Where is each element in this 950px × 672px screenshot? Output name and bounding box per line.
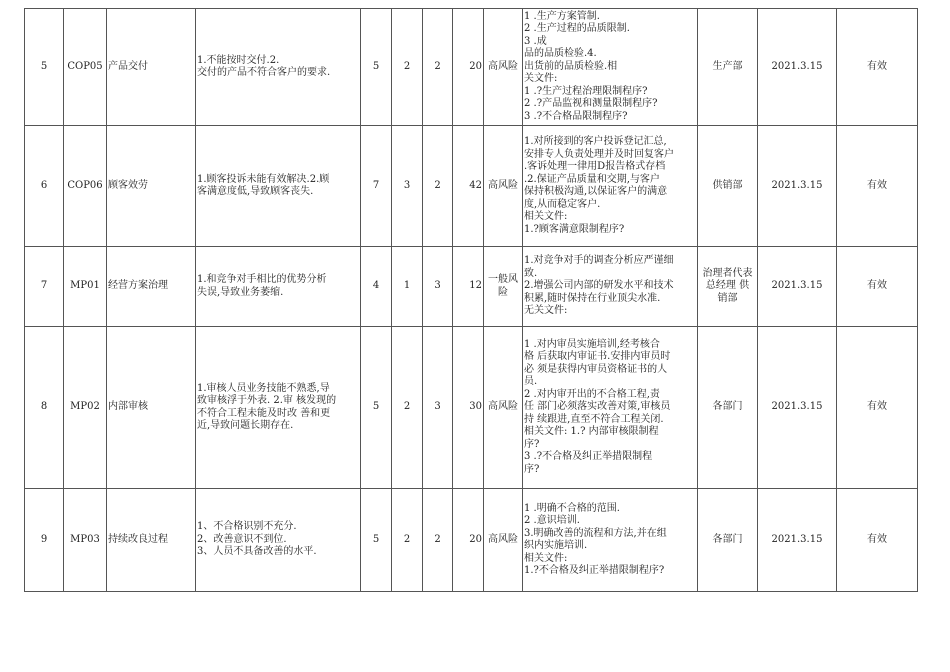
measures-line: 3 .?不合格及纠正举措限制程 [524, 451, 653, 463]
date-cell [758, 9, 837, 126]
measures-line: 相关文件: [524, 552, 568, 564]
responsible-dept-cell [698, 489, 758, 592]
process-name-cell [107, 126, 196, 247]
severity-text: 7 [372, 179, 380, 191]
measures-line: 1.对竞争对手的调查分析应严谨细 [524, 255, 674, 267]
rpn-text: 20 [469, 60, 482, 72]
measures-line: 相关文件: [524, 211, 568, 222]
measures-line: 3.明确改善的流程和方法,并在组 [524, 527, 667, 539]
severity-cell [361, 126, 392, 247]
measures-line: 持 续跟进,直至不符合工程关闭. [524, 413, 664, 425]
risk-line: 1.和竞争对手相比的优势分析 [197, 274, 327, 285]
row-number-cell [25, 9, 64, 126]
severity-cell [361, 489, 392, 592]
measures-line: 2.增强公司内部的研发水平和技术 [524, 280, 674, 292]
responsible-dept-cell [698, 9, 758, 126]
status-cell [837, 489, 918, 592]
measures-line: .2.保证产品质量和交期,与客户 [524, 173, 660, 185]
row-number-text: 5 [40, 60, 48, 72]
measures-line: 织内实施培训. [524, 540, 588, 551]
row-number-text: 8 [40, 401, 48, 413]
row-number-cell [25, 327, 64, 489]
measures-line: 任 部门必须落实改善对策,审核员 [524, 401, 671, 413]
occurrence-text: 3 [403, 179, 411, 191]
dept-line: 各部门 [712, 533, 743, 545]
risk-level-cell [484, 489, 523, 592]
status-text: 有效 [867, 401, 887, 413]
responsible-dept-cell [698, 126, 758, 247]
status-text: 有效 [867, 60, 887, 72]
risk-level-text: 高风险 [488, 401, 518, 413]
risk-level-cell [484, 247, 523, 327]
measures-line: 员. [524, 376, 538, 388]
process-name-cell [107, 489, 196, 592]
row-number-text: 7 [40, 280, 48, 292]
severity-cell [361, 9, 392, 126]
rpn-text: 12 [469, 280, 482, 292]
table-row [25, 9, 918, 126]
risk-line: 致审核浮于外表. 2.审 核发现的 [197, 395, 337, 406]
risk-description-cell [196, 9, 361, 126]
risk-description-cell [196, 247, 361, 327]
detection-cell [423, 126, 453, 247]
rpn-text: 30 [469, 401, 482, 413]
process-name-text: 经营方案治理 [108, 280, 168, 292]
severity-text: 5 [372, 401, 380, 413]
measures-line: 序? [524, 438, 540, 450]
occurrence-cell [392, 327, 423, 489]
rpn-text: 42 [469, 179, 482, 191]
measures-line: 3 .?不合格品限制程序? [524, 110, 628, 122]
table-row [25, 247, 918, 327]
measures-line: 关文件: [524, 73, 558, 85]
severity-cell [361, 247, 392, 327]
process-code-cell [64, 489, 107, 592]
responsible-dept-cell [698, 247, 758, 327]
status-text: 有效 [867, 179, 887, 191]
risk-level-text: 高风险 [488, 533, 518, 545]
date-cell [758, 126, 837, 247]
measures-line: 2 .对内审开出的不合格工程,责 [524, 388, 660, 400]
table-body [25, 9, 918, 592]
occurrence-cell [392, 489, 423, 592]
detection-cell [423, 247, 453, 327]
measures-line: 1 .对内审员实施培训,经考核合 [524, 338, 660, 350]
rpn-cell [453, 247, 484, 327]
process-code-text: COP05 [67, 60, 103, 72]
row-number-text: 6 [40, 179, 48, 191]
responsible-dept-cell [698, 327, 758, 489]
risk-line: 1.顾客投诉未能有效解决.2.顾 [197, 173, 330, 185]
dept-line: 总经理 供 [705, 280, 750, 292]
severity-text: 5 [372, 60, 380, 72]
rpn-cell [453, 9, 484, 126]
risk-line: 交付的产品不符合客户的要求. [197, 67, 331, 78]
measures-line: 必 须是获得内审员资格证书的人 [524, 363, 668, 375]
date-text: 2021.3.15 [771, 179, 823, 191]
occurrence-cell [392, 126, 423, 247]
process-name-cell [107, 327, 196, 489]
risk-level-cell [484, 9, 523, 126]
control-measures-cell [523, 327, 698, 489]
risk-line: 近,导致问题长期存在. [197, 420, 294, 431]
measures-line: 无关文件: [524, 305, 568, 317]
detection-text: 2 [434, 533, 441, 545]
risk-line: 客满意度低,导致顾客丧失. [197, 186, 314, 197]
risk-line: 1.审核人员业务技能不熟悉,导 [197, 382, 330, 394]
dept-line: 供销部 [712, 179, 743, 191]
risk-assessment-table [24, 8, 918, 592]
control-measures-cell [523, 9, 698, 126]
table-row [25, 327, 918, 489]
measures-line: 3 .成 [524, 35, 547, 47]
table-row [25, 126, 918, 247]
risk-line: 失误,导致业务萎缩. [197, 286, 284, 298]
process-name-text: 顾客效劳 [108, 179, 148, 191]
measures-line: 2 .?产品监视和测量限制程序? [524, 98, 658, 110]
control-measures-cell [523, 126, 698, 247]
risk-line: 1、不合格识别不充分. [197, 521, 297, 533]
severity-text: 4 [372, 280, 380, 292]
occurrence-cell [392, 9, 423, 126]
detection-text: 3 [434, 401, 441, 413]
date-text: 2021.3.15 [771, 60, 823, 72]
process-code-text: MP01 [70, 280, 100, 292]
dept-line: 销部 [717, 292, 738, 304]
process-code-text: COP06 [67, 179, 103, 191]
process-code-text: MP03 [70, 533, 100, 545]
date-text: 2021.3.15 [771, 401, 823, 413]
occurrence-cell [392, 247, 423, 327]
risk-line: 不符合工程未能及时改 善和更 [197, 407, 331, 419]
date-text: 2021.3.15 [771, 280, 823, 292]
risk-level-text: 一般风险 [488, 274, 518, 298]
process-code-cell [64, 327, 107, 489]
dept-line: 治理者代表 [702, 267, 753, 279]
date-cell [758, 247, 837, 327]
measures-line: 2 .意识培训. [524, 515, 580, 526]
measures-line: 1 .?生产过程治理限制程序? [524, 85, 648, 97]
process-code-cell [64, 247, 107, 327]
date-text: 2021.3.15 [771, 533, 823, 545]
process-code-cell [64, 9, 107, 126]
risk-line: 3、人员不具备改善的水平. [197, 546, 317, 558]
measures-line: 致. [524, 267, 538, 279]
measures-line: .客诉处理一律用D报告格式存档 [524, 161, 666, 172]
risk-description-cell [196, 327, 361, 489]
control-measures-cell [523, 489, 698, 592]
risk-level-cell [484, 126, 523, 247]
measures-line: 出货前的品质检验.相 [524, 60, 618, 72]
process-code-cell [64, 126, 107, 247]
status-cell [837, 126, 918, 247]
rpn-cell [453, 489, 484, 592]
detection-cell [423, 489, 453, 592]
measures-line: 积累,随时保持在行业顶尖水准. [524, 292, 661, 304]
row-number-text: 9 [40, 533, 48, 545]
measures-line: 1 .明确不合格的范围. [524, 502, 620, 514]
occurrence-text: 2 [403, 401, 411, 413]
measures-line: 品的品质检验.4. [524, 48, 597, 60]
measures-line: 保持积极沟通,以保证客户的满意 [524, 186, 668, 197]
process-code-text: MP02 [70, 401, 100, 413]
occurrence-text: 1 [403, 280, 411, 292]
row-number-cell [25, 126, 64, 247]
measures-line: 2 .生产过程的品质限制. [524, 23, 630, 35]
measures-line: 1.?顾客满意限制程序? [524, 223, 625, 235]
detection-cell [423, 9, 453, 126]
row-number-cell [25, 247, 64, 327]
risk-line: 1.不能按时交付.2. [197, 54, 280, 66]
status-cell [837, 9, 918, 126]
risk-level-cell [484, 327, 523, 489]
measures-line: 安排专人负责处理并及时回复客户 [524, 148, 674, 160]
row-number-cell [25, 489, 64, 592]
risk-description-cell [196, 126, 361, 247]
occurrence-text: 2 [403, 60, 411, 72]
risk-level-text: 高风险 [488, 60, 518, 72]
detection-text: 3 [434, 280, 441, 292]
table-row [25, 489, 918, 592]
process-name-text: 内部审核 [108, 401, 148, 413]
process-name-cell [107, 247, 196, 327]
rpn-cell [453, 126, 484, 247]
measures-line: 1.对所接到的客户投诉登记汇总, [524, 136, 667, 147]
control-measures-cell [523, 247, 698, 327]
measures-line: 格 后获取内审证书.安排内审员时 [524, 351, 671, 363]
date-cell [758, 489, 837, 592]
measures-line: 相关文件: 1.? 内部审核限制程 [524, 426, 659, 438]
detection-text: 2 [434, 179, 441, 191]
occurrence-text: 2 [403, 533, 411, 545]
risk-level-text: 高风险 [488, 179, 518, 191]
dept-line: 各部门 [712, 401, 743, 413]
detection-cell [423, 327, 453, 489]
status-text: 有效 [867, 533, 887, 545]
process-name-text: 产品交付 [108, 60, 148, 72]
measures-line: 1 .生产方案管制. [524, 10, 600, 22]
status-text: 有效 [867, 280, 887, 292]
measures-line: 度,从而稳定客户. [524, 198, 601, 210]
rpn-text: 20 [469, 533, 482, 545]
process-name-text: 持续改良过程 [108, 533, 168, 545]
process-name-cell [107, 9, 196, 126]
risk-line: 2、改善意识不到位. [197, 533, 287, 545]
risk-description-cell [196, 489, 361, 592]
detection-text: 2 [434, 60, 441, 72]
severity-cell [361, 327, 392, 489]
severity-text: 5 [372, 533, 380, 545]
measures-line: 序? [524, 463, 540, 475]
dept-line: 生产部 [712, 60, 743, 72]
measures-line: 1.?不合格及纠正举措限制程序? [524, 565, 665, 576]
status-cell [837, 247, 918, 327]
status-cell [837, 327, 918, 489]
rpn-cell [453, 327, 484, 489]
date-cell [758, 327, 837, 489]
